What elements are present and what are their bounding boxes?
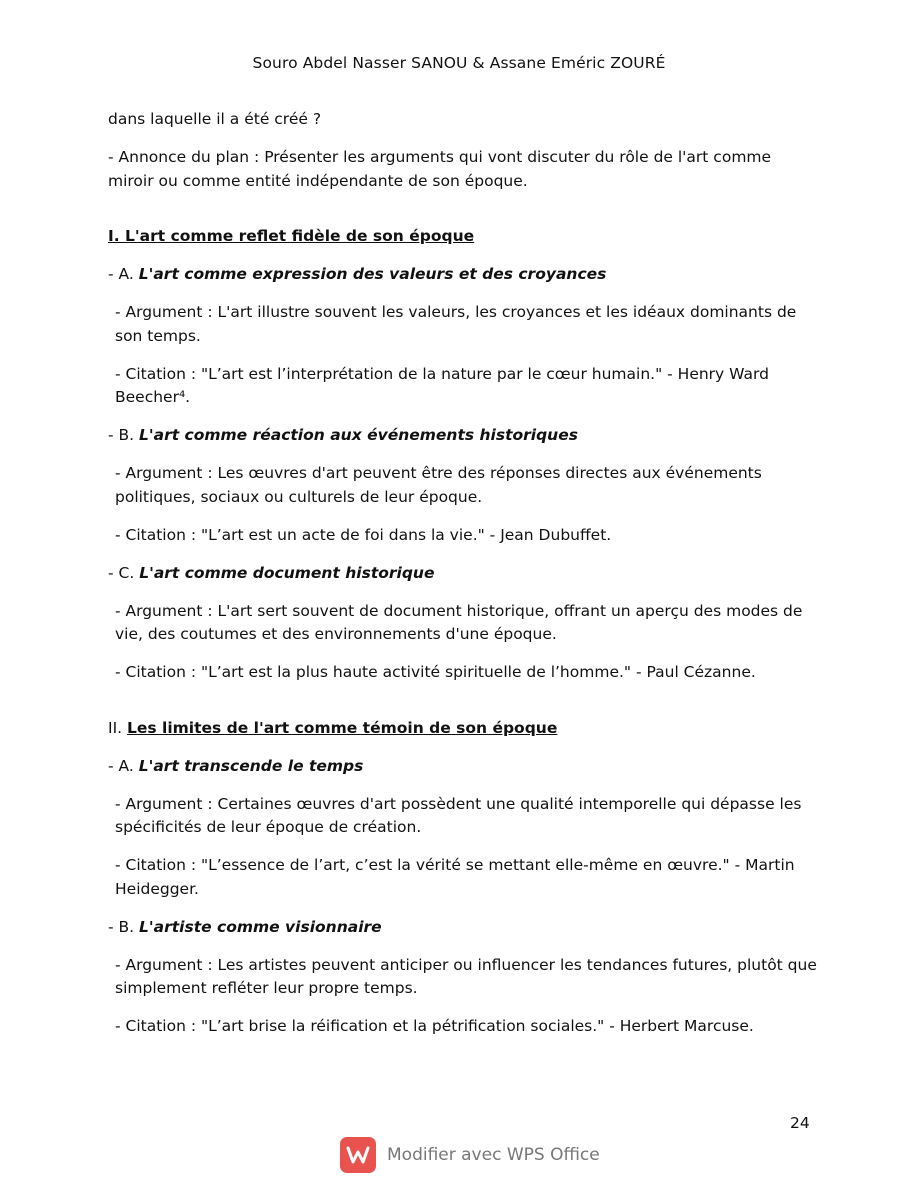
- subsection-prefix: - A.: [108, 756, 139, 775]
- section-2-prefix: II.: [108, 718, 127, 737]
- wps-watermark-text: Modifier avec WPS Office: [387, 1145, 600, 1165]
- subsection-1b-citation: - Citation : "L’art est un acte de foi dans la vie." - Jean Dubuffet.: [115, 525, 612, 544]
- subsection-2b-heading: [108, 916, 818, 940]
- running-header: Souro Abdel Nasser SANOU & Assane Eméric ZOURÉ: [252, 54, 666, 72]
- subsection-1a-citation: - Citation : "L’art est l’interprétation de la nature par le cœur humain." - Henry Ward Beecher⁴.: [115, 364, 769, 406]
- subsection-1c-citation: - Citation : "L’art est la plus haute activité spirituelle de l’homme." - Paul Cézanne.: [115, 663, 756, 681]
- section-2-title: Les limites de l'art comme témoin de son époque: [127, 718, 558, 737]
- subsection-prefix: - C.: [108, 563, 140, 582]
- wps-logo-icon: [340, 1137, 376, 1173]
- page-number: 24: [790, 1114, 810, 1132]
- section-1-title: I. L'art comme reflet fidèle de son époque: [108, 227, 475, 245]
- subsection-1a-argument: - Argument : L'art illustre souvent les valeurs, les croyances et les idéaux dominants de son temps.: [115, 303, 797, 345]
- subsection-prefix: - B.: [108, 426, 140, 444]
- subsection-1b-heading: [108, 424, 818, 448]
- subsection-2a-title: L'art transcende le temps: [138, 756, 364, 775]
- subsection-1c-argument: - Argument : L'art sert souvent de document historique, offrant un aperçu des modes de vie, des coutumes et des environnements d'une époque.: [115, 601, 803, 643]
- subsection-2b-title: L'artiste comme visionnaire: [139, 917, 382, 936]
- wps-watermark[interactable]: [340, 1137, 600, 1173]
- subsection-2b-argument: - Argument : Les artistes peuvent anticiper ou influencer les tendances futures, plutôt que simplement refléter leur propre temps.: [115, 955, 817, 997]
- subsection-2a-citation: - Citation : "L’essence de l’art, c’est la vérité se mettant elle-même en œuvre." - Martin Heidegger.: [115, 856, 795, 898]
- subsection-prefix: - A.: [108, 265, 139, 283]
- subsection-2b-citation: - Citation : "L’art brise la réification et la pétrification sociales." - Herbert Marcuse.: [115, 1017, 754, 1035]
- subsection-prefix: - B.: [108, 917, 140, 936]
- intro-line: dans laquelle il a été créé ?: [108, 110, 322, 128]
- section-1-heading: [108, 225, 818, 249]
- subsection-2a-heading: [108, 755, 818, 779]
- subsection-1b-argument: - Argument : Les œuvres d'art peuvent être des réponses directes aux événements politiques, sociaux ou culturels de leur époque.: [115, 464, 762, 506]
- subsection-2a-argument: - Argument : Certaines œuvres d'art possèdent une qualité intemporelle qui dépasse les spécificités de leur époque de création.: [115, 794, 802, 836]
- document-body: [108, 108, 818, 1053]
- subsection-1a-title: L'art comme expression des valeurs et des croyances: [138, 265, 607, 283]
- subsection-1c-title: L'art comme document historique: [139, 563, 435, 582]
- subsection-1c-heading: [108, 562, 818, 586]
- section-2-heading: [108, 717, 818, 741]
- plan-announcement: - Annonce du plan : Présenter les arguments qui vont discuter du rôle de l'art comme miroir ou comme entité indépendante de son époque.: [108, 148, 772, 190]
- subsection-1b-title: L'art comme réaction aux événements historiques: [139, 426, 578, 444]
- subsection-1a-heading: [108, 263, 818, 287]
